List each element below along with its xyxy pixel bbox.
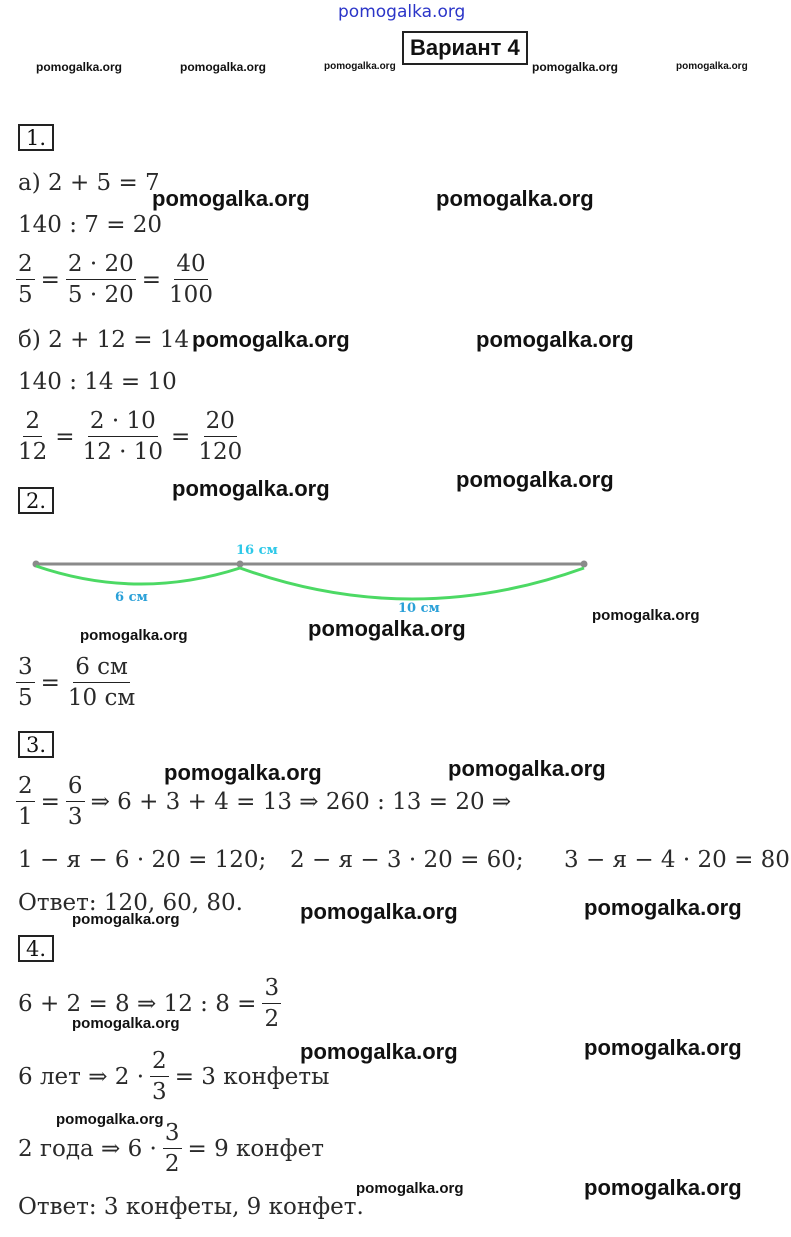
- task-number: 2.: [18, 487, 54, 514]
- watermark: pomogalka.org: [192, 327, 350, 352]
- math-line: 2 года ⇒ 6 · $\frac{3}{2}$ = 9 конфет: [18, 1120, 324, 1177]
- fraction: $\frac{2}{12}$: [18, 408, 48, 465]
- label-total: 16 см: [236, 543, 278, 558]
- watermark: pomogalka.org: [300, 899, 458, 924]
- watermark: pomogalka.org: [448, 756, 606, 781]
- fraction: $\frac{20}{120}$: [198, 408, 243, 465]
- fraction: $\frac{2}{5}$: [18, 251, 33, 308]
- watermark: pomogalka.org: [584, 1035, 742, 1060]
- math-line: 3 − я − 4 · 20 = 80: [564, 847, 790, 873]
- watermark: pomogalka.org: [80, 627, 188, 644]
- watermark: pomogalka.org: [36, 60, 123, 74]
- arc-right: [240, 568, 584, 599]
- watermark: pomogalka.org: [584, 1175, 742, 1200]
- fraction: $\frac{2 \cdot 20}{5 \cdot 20}$: [67, 251, 134, 308]
- watermark: pomogalka.org: [584, 895, 742, 920]
- watermark: pomogalka.org: [300, 1039, 458, 1064]
- watermark: pomogalka.org: [72, 911, 180, 928]
- arc-left: [36, 566, 240, 584]
- fraction-equation: $\frac{2}{5}$ = $\frac{2 \cdot 20}{5 \cdot 20}$ = $\frac{40}{100}$: [18, 251, 213, 308]
- fraction: $\frac{2}{3}$: [152, 1048, 167, 1105]
- fraction: $\frac{40}{100}$: [169, 251, 213, 308]
- watermark: pomogalka.org: [456, 467, 614, 492]
- fraction: $\frac{6}{3}$: [67, 773, 83, 830]
- fraction-equation: $\frac{2}{12}$ = $\frac{2 \cdot 10}{12 \cdot 10}$ = $\frac{20}{120}$: [18, 408, 243, 465]
- watermark: pomogalka.org: [56, 1111, 164, 1128]
- watermark: pomogalka.org: [308, 616, 466, 641]
- page-title: Вариант 4: [402, 31, 528, 65]
- fraction: $\frac{3}{5}$: [18, 654, 33, 711]
- fraction: $\frac{3}{2}$: [164, 1120, 180, 1177]
- math-line: б) 2 + 12 = 14: [18, 327, 190, 353]
- watermark: pomogalka.org: [436, 186, 594, 211]
- fraction: $\frac{6 см}{10 см}$: [67, 654, 136, 711]
- fraction: $\frac{2 \cdot 10}{12 \cdot 10}$: [82, 408, 164, 465]
- chain-text: ⇒ 6 + 3 + 4 = 13 ⇒ 260 : 13 = 20 ⇒: [90, 788, 512, 815]
- watermark: pomogalka.org: [72, 1015, 180, 1032]
- math-line: 1 − я − 6 · 20 = 120;: [18, 847, 267, 873]
- watermark: pomogalka.org: [164, 760, 322, 785]
- math-line: 6 + 2 = 8 ⇒ 12 : 8 = $\frac{3}{2}$: [18, 975, 280, 1032]
- watermark: pomogalka.org: [172, 476, 330, 501]
- task-number: 4.: [18, 935, 54, 962]
- watermark: pomogalka.org: [152, 186, 310, 211]
- segment-diagram: [0, 535, 620, 620]
- answer: Ответ: 120, 60, 80.: [18, 890, 243, 916]
- segment-midpoint: [237, 561, 244, 568]
- math-line: 140 : 7 = 20: [18, 212, 163, 238]
- math-line: а) 2 + 5 = 7: [18, 170, 160, 196]
- watermark: pomogalka.org: [356, 1180, 464, 1197]
- fraction-equation: $\frac{3}{5}$ = $\frac{6 см}{10 см}$: [18, 654, 136, 711]
- watermark: pomogalka.org: [676, 61, 748, 72]
- fraction: $\frac{3}{2}$: [264, 975, 280, 1032]
- math-line: 6 лет ⇒ 2 · $\frac{2}{3}$ = 3 конфеты: [18, 1048, 330, 1105]
- site-link[interactable]: pomogalka.org: [338, 2, 466, 22]
- watermark: pomogalka.org: [592, 607, 700, 624]
- watermark: pomogalka.org: [324, 61, 396, 72]
- task-number: 1.: [18, 124, 54, 151]
- label-left: 6 см: [115, 590, 148, 605]
- task-number: 3.: [18, 731, 54, 758]
- segment-endpoint: [581, 561, 588, 568]
- watermark: pomogalka.org: [180, 60, 267, 74]
- math-line: 140 : 14 = 10: [18, 369, 177, 395]
- label-right: 10 см: [398, 601, 440, 616]
- math-line: 2 − я − 3 · 20 = 60;: [290, 847, 524, 873]
- watermark: pomogalka.org: [532, 60, 619, 74]
- fraction: $\frac{2}{1}$: [18, 773, 33, 830]
- answer: Ответ: 3 конфеты, 9 конфет.: [18, 1194, 364, 1220]
- fraction-chain: $\frac{2}{1}$ = $\frac{6}{3}$ ⇒ 6 + 3 + 4 = 13 ⇒ 260 : 13 = 20 ⇒: [18, 773, 512, 830]
- watermark: pomogalka.org: [476, 327, 634, 352]
